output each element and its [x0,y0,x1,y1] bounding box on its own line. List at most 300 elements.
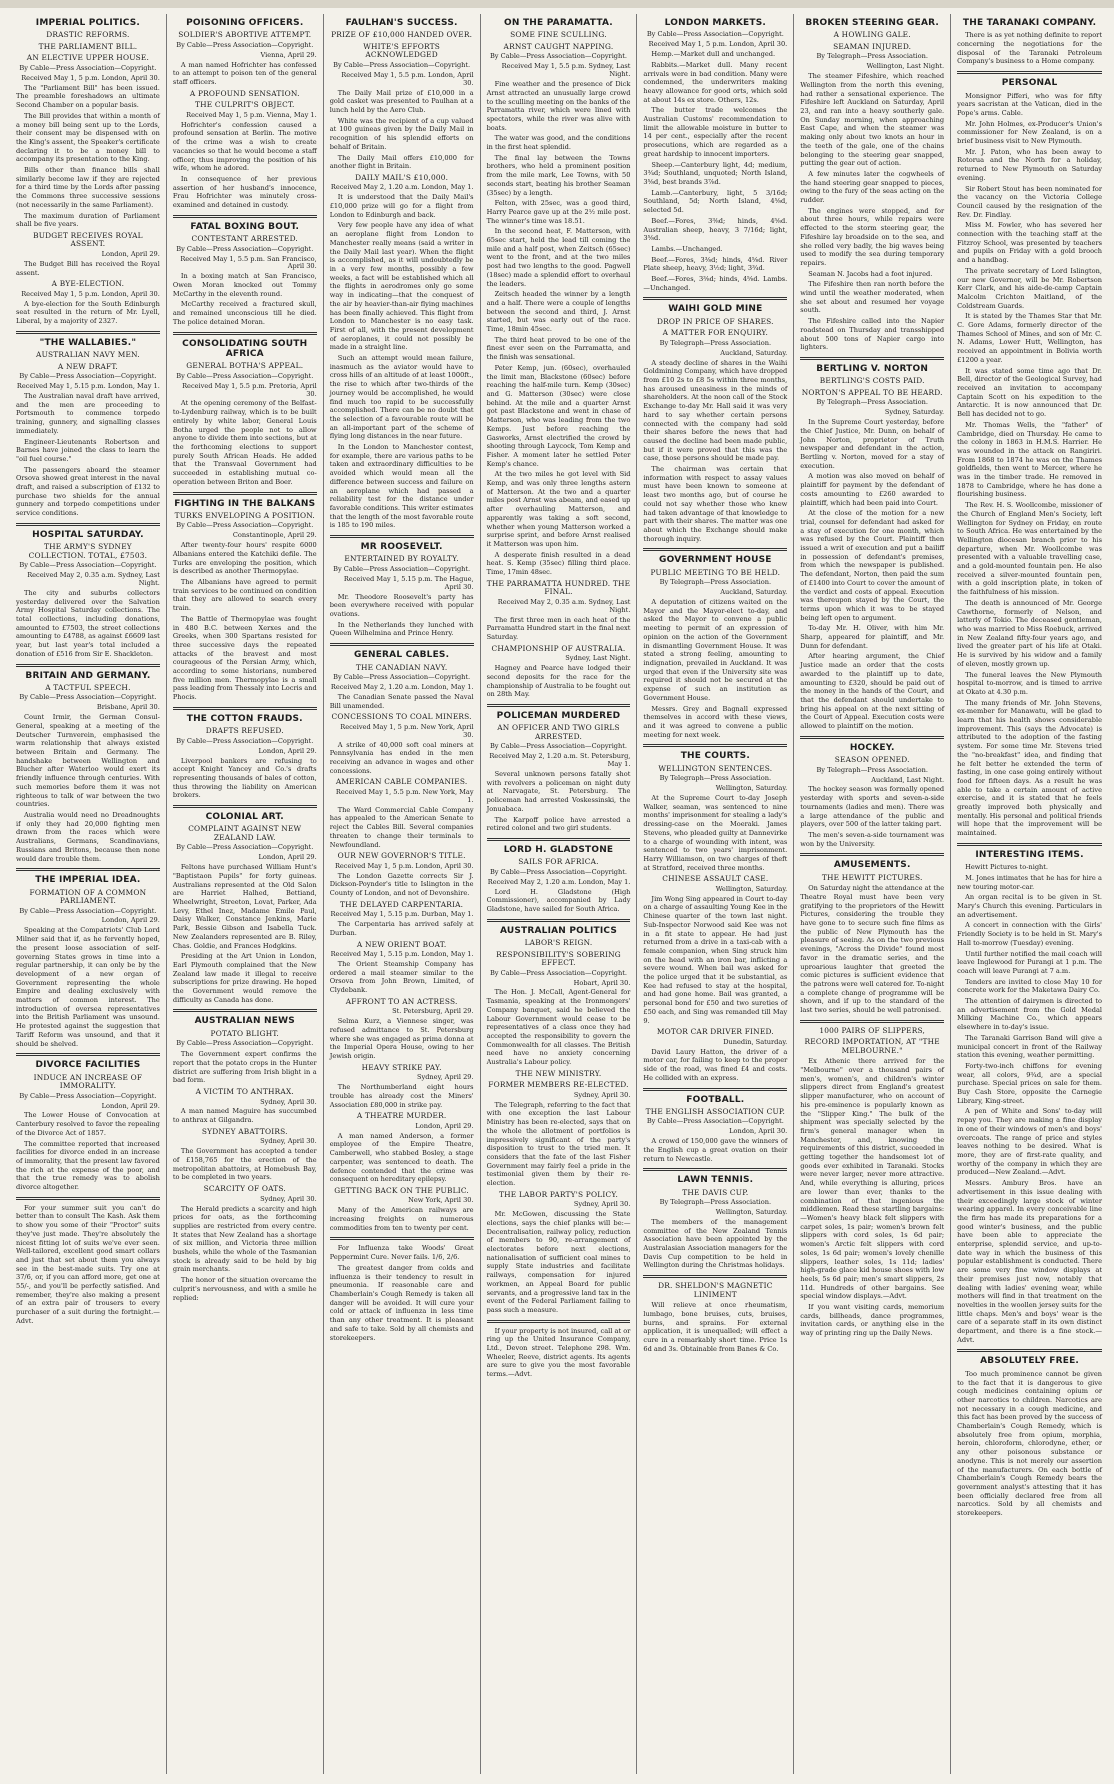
paragraph: Mr. J. Paton, who has been away to Rotorua and the North for a holiday, returned to New Plymouth on Saturday evening. [957,147,1102,182]
paragraph: Seaman N. Jacobs had a foot injured. [808,269,933,278]
article-divider [173,492,317,495]
headline: AMUSEMENTS. [833,860,911,871]
paragraph: A deputation of citizens waited on the Mayor and the Mayor-elect to-day, and asked the Mayor to convene a public meeting to permit of an expression of opinion on the action of the Government in dismantling Government House. It was stated a strong feeling, amounting to indignation, prevailed in Auckland. It was urged that even if the University site was required it should not be secured at the expense of such an institution as Government House. [643,598,788,702]
paragraph: The maximum duration of Parliament shall be five years. [16,211,160,229]
headline: FIGHTING IN THE BALKANS [174,498,316,509]
paragraph: Beef.—Fores, 3⅜d; hinds, 4⅝d. Lambs.—Unchanged. [643,275,788,292]
dateline: Wellington, Saturday. [715,884,788,893]
subheadline: RECORD IMPORTATION, AT "THE MELBOURNE." [804,1037,940,1055]
paragraph: The Karpoff police have arrested a retired colonel and two girl students. [486,815,631,833]
source-line: By Cable—Press Association—Copyright. [19,906,157,915]
paragraph: Many of the American railways are increasing freights on numerous commodities from ten to twenty per cent. [329,1206,474,1232]
dateline: Received May 1, 5.5 p.m. Sydney, Last Night. [501,62,631,79]
source-line: By Cable—Press Association—Copyright. [176,371,314,380]
subheadline: THE DAVIS CUP. [682,1187,749,1197]
article-divider [16,331,160,334]
dateline: Vienna, April 29. [260,50,317,59]
subheadline: SAILS FOR AFRICA. [518,857,599,867]
subheadline: SEASON OPENED. [834,755,910,765]
subheadline: 1000 PAIRS OF SLIPPERS, [819,1025,926,1035]
subheadline: THE PARRAMATTA HUNDRED. THE FINAL. [486,578,631,597]
dateline: New York, April 30. [408,1196,474,1205]
paragraph: Feltons have purchased William Hunt's "Baptistaon Pupils" for forty guineas. Australians represented at the Old Salon are Harriet Halhed, Bettiand, Wheelwright, Streeton, Lovat, Parker, Ada Levy, Ethel Inez, Madame Emile Paul, Daisy Walker, Constance Jenkins, Marie Park, Bessie Gibson and Isabella Tuck. New Zealanders represented are B. Riley, Chas. Goldie, and Frances Hodgkins. [172,863,317,950]
paragraph: The attention of dairymen is directed to an advertisement from the Gold Medal Milking Machine Co., which appears elsewhere in to-day's issue. [957,997,1102,1032]
article-divider [800,1020,944,1023]
dateline: Wellington, Saturday. [715,784,788,793]
subheadline: DAILY MAIL'S £10,000. [355,172,449,182]
dateline: Received May 2, 1.20 a.m. London, May 1. [330,682,474,691]
subheadline: THE ARMY'S SYDNEY COLLECTION. TOTAL, £7503. [28,542,148,560]
source-line: By Cable—Press Association—Copyright. [176,736,314,745]
subheadline: THE NEW MINISTRY. [515,1068,602,1078]
headline: THE IMPERIAL IDEA. [35,875,141,886]
subheadline: AN ELECTIVE UPPER HOUSE. [26,53,150,63]
article-divider [643,1088,787,1091]
headline: THE TARANAKI COMPANY. [962,18,1097,28]
paragraph: Forty-two-inch chiffons for evening wear, all colors, 9¾d, are a special purchase. Special prices on sale for them. Buy Cash Store, opposite the Carnegie Library, King-street. [957,1061,1102,1105]
subheadline: FORMER MEMBERS RE-ELECTED. [488,1080,629,1090]
paragraph: The final lay between the Towns brothers, who held a prominent position from the mile mark, Lee Towns, with 50 seconds start, beating his brother Seaman (35sec) by a length. [486,153,631,197]
dateline: Sydney, Saturday. [884,408,945,417]
column-6 [794,14,951,1774]
paragraph: The London Gazette corrects Sir J. Dickson-Poynder's title to Islington in the County of London, and not of Devonshire. [329,871,474,898]
paragraph: In a boxing match at San Francisco, Owen Moran knocked out Tommy McCarthy in the eleventh round. [172,272,317,298]
headline: GOVERNMENT HOUSE [659,555,772,566]
paragraph: Mr. Thomas Wells, the "father" of Cambridge, died on Thursday. He came to the colony in 1863 in H.M.S. Harrier. He was wounded in the attack on Rangiriri. From 1868 to 1874 he was on the Thames goldfields, then went to Mercer, where he was in the timber trade. He removed in 1878 to Cambridge, where he has done a flourishing business. [957,420,1102,499]
paragraph: The greatest danger from colds and influenza is their tendency to result in pneumonia. If reasonable care and Chamberlain's Cough Remedy is taken all danger will be avoided. It will cure your cold or attack of influenza in less time than any other treatment. It is pleasant and safe to take. Sold by all chemists and storekeepers. [329,1263,474,1342]
headline: WAIHI GOLD MINE [668,304,763,315]
paragraph: An organ recital is to be given in St. Mary's Church this evening. Particulars in an advertisement. [957,893,1102,919]
paragraph: It is stated by the Thames Star that Mr. C. Gore Adams, formerly director of the Thames School of Mines, and son of Mr. C. N. Adams, Lower Hutt, Wellington, has received an appointment in Bolivia worth £1200 a year. [957,312,1102,364]
source-line: By Cable—Press Association—Copyright. [176,843,314,852]
paragraph: Beef.—Fores, 3⅜d; hinds, 4⅝d. Australian sheep, heavy, 3 7/16d; light, 3⅝d. [643,216,788,243]
source-line: By Cable—Press Association—Copyright. [19,561,157,570]
dateline: Auckland, Saturday. [720,588,788,597]
dateline: Dunedin, Saturday. [723,1037,788,1046]
paragraph: Fine weather and the presence of Dick Arnst attracted an unusually large crowd to the sculling meeting on the banks of the Parramatta river, which were lined with spectators, while the river was alive with boats. [486,80,631,132]
subheadline: GENERAL BOTHA'S APPEAL. [186,361,304,371]
headline: PERSONAL [1001,78,1058,89]
column-5 [637,14,794,1774]
subheadline: DR. SHELDON'S MAGNETIC LINIMENT [658,1281,773,1299]
headline: LAWN TENNIS. [677,1175,754,1186]
headline: FAULHAN'S SUCCESS. [345,18,458,28]
subheadline: AN OFFICER AND TWO GIRLS ARRESTED. [497,723,620,741]
paragraph: The Canadian Senate passed the Naval Bill unamended. [329,692,474,710]
article-divider [957,843,1102,846]
subheadline: GETTING BACK ON THE PUBLIC. [334,1185,469,1195]
paragraph: Speaking at the Compatriots' Club Lord Milner said that if, as he fervently hoped, the present loose association of self-governing States grows in time into a regular partnership, it can only be by the development of a new organ of Government representing the whole Empire and dealing exclusively with matters of common interest. The introduction of oversea representatives into the British Parliament was unsound. He protested against the suggestion that Tariff Reform was unsound, and that it should be shelved. [16,926,160,1048]
subheadline: MOTOR CAR DRIVER FINED. [656,1027,774,1037]
dateline: London, April 29. [258,853,317,862]
paragraph: Messrs. Ambury Bros. have an advertisement in this issue dealing with their exceedingly large stock of winter wearing apparel. In every conceivable line the firm has made its preparations for a good winter's business, and the public have been able to appreciate the enterprise, splendid service, and up-to-date way in which the business of this popular establishment is conducted. There are some very fine window displays at their premises just now, notably that dealing with ladies' evening wear, while mothers will find in that treatment on the novelties in the woollen jersey suits for the little chaps. Men's and boys' wear is the care of a separate staff in its own distinct department, and there is a fine stock.—Advt. [957,1179,1102,1344]
paragraph: Lambs.—Unchanged. [651,244,723,253]
headline: HOSPITAL SATURDAY. [32,529,144,540]
paragraph: Hagney and Pearce have lodged their second deposits for the race for the championship of Australia to be fought out on 28th May. [486,664,631,699]
source-line: By Cable—Press Association—Copyright. [19,1091,157,1100]
subheadline: A NEW ORIENT BOAT. [356,939,447,949]
paragraph: Mr. McGowen, discussing the State elections, says the chief planks will be:—Decentralisation, railway policy, reduction of members to 90, re-arrangement of electorates before next elections, nationalisation of sufficient coal mines to supply State industries and facilitate railways, compensation for injured workmen, an Appeal Board for public servants, and a progressive land tax in the event of the Federal Parliament failing to pass such a measure. [486,1210,631,1314]
paragraph: The Fifeshire then ran north before the wind until the weather moderated, when she set about and resumed her voyage south. [800,280,945,315]
paragraph: Will relieve at once rheumatism, lumbago, bone bruises, cuts, bruises, burns, and sprains. For external application, it is unequalled; will effect a cure in a remarkably short time. Price 1s 6d and 3s. Obtainable from Banes & Co. [643,1301,788,1353]
dateline: Received May 2, 0.35 a.m. Sydney, Last Night. [27,571,160,588]
subheadline: THE ENGLISH ASSOCIATION CUP. [645,1106,786,1116]
paragraph: The "Parliament Bill" has been issued. The preamble foreshadows an ultimate Second Chamber on a popular basis. [16,83,160,110]
paragraph: The Ward Commercial Cable Company has appealed to the American Senate to reject the Cables Bill. Several companies threaten to change their terminals to Newfoundland. [329,805,474,849]
subheadline: BUDGET RECEIVES ROYAL ASSENT. [33,230,143,249]
article-divider [16,1197,160,1200]
dateline: Sydney, Last Night. [565,654,631,663]
dateline: Received May 2, 0.35 a.m. Sydney, Last Night. [497,597,631,614]
subheadline: THE PARLIAMENT BILL. [38,41,138,51]
subheadline: AMERICAN CABLE COMPANIES. [335,777,468,787]
dateline: Wellington, Last Night. [866,62,945,71]
paragraph: Count Irmir, the German Consul-General, speaking at a meeting of the Deutscher Turnverein, emphasised the warm relationship that always existed between Britain and Germany. The handshake between Wellington and Blucher after Waterloo would exert its friendly influence through centuries. With such memories before them it was not righteous to talk of war between the two countries. [16,713,160,809]
headline: AUSTRALIAN POLITICS [499,925,618,936]
paragraph: Presiding at the Art Union in London, Earl Plymouth complained that the New Zealand law made it illegal to receive subscriptions for prize drawing. He hoped the Government would remove the difficulty as Canada has done. [172,952,317,1004]
source-line: By Cable—Press Association—Copyright. [19,63,157,72]
dateline: Sydney, April 30. [260,1137,317,1146]
subheadline: A PROFOUND SENSATION. [189,88,300,98]
subheadline: ENTERTAINED BY ROYALTY. [344,554,459,564]
paragraph: A man named Maguire has succumbed to anthrax at Gilgandra. [172,1107,317,1125]
dateline: Auckland, Saturday. [720,348,788,357]
subheadline: A NEW DRAFT. [57,361,118,371]
paragraph: The Hon. J. McCall, Agent-General for Tasmania, speaking at the Ironmongers' Company banquet, said he believed the Labour Government would cease to be representatives of a class once they had accepted the responsibility to govern the Commonwealth for all classes. The British need have no anxiety concerning Australia's Labour policy. [486,988,631,1067]
subheadline: CHAMPIONSHIP OF AUSTRALIA. [491,643,626,653]
source-line: By Cable—Press Association—Copyright. [176,1039,314,1048]
dateline: Received May 1, 5.15 p.m. Durban, May 1. [330,910,474,919]
source-line: By Cable—Press Association—Copyright. [333,673,471,682]
source-line: By Cable—Press Association—Copyright. [489,867,628,876]
headline: BRITAIN AND GERMANY. [25,670,151,681]
paragraph: After twenty-four hours' respite 6000 Albanians entered the Katchiki defile. The Turks are enveloping the position, which is described as another Thermopylae. [172,541,317,576]
article-divider [487,838,631,841]
article-divider [173,805,317,808]
dateline: Brisbane, April 30. [96,703,160,712]
dateline: Received May 2, 1.20 a.m. London, May 1. [487,877,631,886]
paragraph: Beef.—Fores, 3⅜d; hinds, 4⅝d. River Plate sheep, heavy, 3½d; light, 3¾d. [643,255,788,273]
article-divider [487,704,631,707]
dateline: London, April 29. [101,249,160,258]
paragraph: To-day Mr. H. Oliver, with him Mr. Sharp, appeared for plaintiff, and Mr. Dunn for defendant. [800,624,945,650]
paragraph: Jim Wong Sing appeared in Court to-day on a charge of assaulting Young Kee in the Chinese quarter of the town last night. Sub-Inspector Norwood said Kee was not in a fit state to appear. He had just returned from a drive in a taxi-cab with a female companion, when Sing struck him on the head with an iron bar, inflicting a severe wound. When bail was asked for the police urged that it be substantial, as Kee had refused to stay at the hospital, and had gone home. Bail was granted, a personal bond for £50 and two sureties of £50 each, and Sing was remanded till May 9. [643,894,788,1025]
headline: LONDON MARKETS. [664,18,767,28]
article-divider [173,707,317,710]
dateline: London, April 29. [415,1121,474,1130]
paragraph: It was stated some time ago that Dr. Bell, director of the Geological Survey, had received an invitation to accompany Captain Scott on his expedition to the Antarctic. It is now announced that Dr. Bell has decided not to go. [957,366,1102,419]
paragraph: White was the recipient of a cup valued at 100 guineas given by the Daily Mail in recognition of his splendid efforts on behalf of Britain. [329,116,474,151]
article-divider [173,332,317,335]
subheadline: DROP IN PRICE OF SHARES. [656,316,774,326]
source-line: By Telegraph—Press Association. [659,774,772,783]
paragraph: Such an attempt would mean failure, inasmuch as the aviator would have to cross hills of an altitude of at least 1000ft., the rise to which after two-thirds of the journey would be accomplished, he would find much too rapid to be successfully accomplished. There can be no doubt that the selection of a favourable route will be an all-important part of the scheme of flying long distances in the near future. [329,354,474,441]
column-2 [167,14,324,1774]
paragraph: Peter Kemp, jun. (60sec), overhauled the limit man, Blackstone (60sec) before reaching the half-mile turn. Kemp (30sec) and G. Matterson (30sec) were close behind. At the mile and a quarter Arnst got past Blackstone and went in chase of Matterson, who was leading from the two Kemps. Just before reaching the Gasworks, Arnst electrified the crowd by shooting through Laycock, Tom Kemp and Fisher. A moment later he settled Peter Kemp's chance. [486,363,631,468]
article-divider [16,523,160,526]
headline: POISONING OFFICERS. [186,18,304,28]
dateline: Received May 1, 5.15 p.m. The Hague, April 30. [343,574,474,591]
source-line: By Telegraph—Press Association. [816,52,928,61]
dateline: Received May 1, 5 p.m. Vienna, May 1. [186,110,317,119]
article-divider [643,1168,787,1171]
headline: POLICEMAN MURDERED [496,710,621,721]
paragraph: A man named Hofrichter has confessed to an attempt to poison ten of the general staff officers. [172,60,317,87]
column-4 [481,14,638,1774]
paragraph: Very few people have any idea of what an aeroplane flight from London to Manchester really means (said a writer in the Daily Mail last year). When the flight is accomplished, as it will undoubtedly be in a very few months, possibly a few weeks, a fact will be established which all the flights in aerodromes only go some way in indicating—that the conquest of the air by heavier-than-air flying machines has been finally achieved. This flight from London to Manchester is no easy task. First of all, with the present development of aeroplanes, it could not possibly be made in a straight line. [329,221,474,352]
paragraph: The death is announced of Mr. George Cawthorne, formerly of Nelson, and latterly of Tokio. The deceased gentleman, who was married to Miss Roebuck, arrived in New Zealand fifty-four years ago, and lived the greater part of his life at Otaki. He is survived by his widow and a family of eleven, mostly grown up. [957,598,1102,668]
article-divider [957,71,1102,74]
article-divider [330,1237,474,1240]
source-line: By Cable—Press Association—Copyright. [333,60,471,69]
paragraph: The Lower House of Convocation at Canterbury resolved to favor the repealing of the Divorce Act of 1857. [16,1111,160,1137]
subheadline: WHITE'S EFFORTS ACKNOWLEDGED [363,41,441,60]
paragraph: Ex Athenic there arrived for the "Melbourne" over a thousand pairs of men's, women's, and children's winter slippers direct from England's greatest slipper manufacturer, who on account of his pre-eminence is popularly known as the "Slipper King." The bulk of the shipment was specially selected by the firm's general manager when in Manchester, and, knowing the requirements of this district, succeeded in getting together the handsomest lot of goods ever exhibited in Taranaki. Stocks were never larger, never more attractive. And, while everything is alluring, prices are lower than ever, thanks to the combination of that ingenious the middlemen. Read these startling bargains:—Women's heavy black felt slippers with carpet soles, 1s pair; women's brown felt slippers with cord soles, 1s 6d pair; women's Arctic felt slippers with cord soles, 1s 6d pair; women's lovely chenille slippers, leather soles, 1s 11d; ladies' high-grade glace kid house shoes with low heels, 5s 6d pair; men's smart slippers, 2s 11d. Hundreds of other bargains. See special window displays.—Advt. [800,1057,945,1301]
paragraph: The city and suburbs collectors yesterday delivered over the Salvation Army Hospital Saturday collections. The total collections, including donations, amounted to £7503, the street collections amounting to £4788, as against £6609 last year, but last year's total included a donation of £516 from Sir E. Shackleton. [16,588,160,658]
paragraph: Messrs. Grey and Bagnall expressed themselves in accord with these views, and it was agreed to convene a public meeting for next week. [643,704,788,739]
paragraph: Several unknown persons fatally shot with revolvers a policeman on night duty at Narvagate, St. Petersburg. The policeman had arrested Voskessinski, the Jonuabaca. [486,770,631,813]
headline: HOCKEY. [849,742,895,753]
paragraph: The Albanians have agreed to permit train services to be continued on condition that they are allowed to search every train. [172,577,317,613]
subheadline: A VICTIM TO ANTHRAX. [195,1087,294,1097]
paragraph: The butter trade welcomes the Australian Customs' recommendation to limit the allowable moisture in butter to 14 per cent., especially after the recent prosecutions, which are regarded as a great hardship to innocent importers. [643,106,788,158]
subheadline: WELLINGTON SENTENCES. [658,763,773,773]
column-3 [324,14,481,1774]
paragraph: For Influenza take Woods' Great Peppermint Cure. Never fails. 1/6, 2/6. [329,1244,474,1262]
paragraph: The many friends of Mr. John Stevens, ex-member for Manawatu, will be glad to learn that his health shows considerable improvement. This (says the Advocate) is attributed to the adoption of the fasting system. For some time Mr. Stevens tried the "no-breakfast" idea, and finding that he felt better he extended the term of fasting, in one case going entirely without food for fifteen days. As a result he was able to take a certain amount of active exercise, and it is stated that he feels greatly improved both physically and mentally. His personal and political friends will hope that the improvement will be maintained. [957,698,1102,838]
paragraph: A steady decline of shares in the Waihi Goldmining Company, which have dropped from £10 2s to £8 5s within three months, has aroused uneasiness in the minds of shareholders. At the noon call of the Stock Exchange to-day Mr. Hall said it was very hard to say whether certain persons connected with the company had sold their shares before the news that had caused the decline had been made public, but if it were proved that this was the case, those persons should be made pay. [643,358,788,463]
paragraph: The private secretary of Lord Islington, our new Governor, will be Mr. Robertson Kerr Clark, and his aide-de-camp Captain Malcolm Crichton Maitland, of the Coldstream Guards. [957,266,1102,310]
source-line: By Cable—Press Association—Copyright. [19,372,157,381]
paragraph: A crowd of 150,000 gave the winners of the English cup a great ovation on their return to Newcastle. [643,1137,788,1163]
dateline: St. Petersburg, April 29. [392,1007,474,1016]
paragraph: A man named Anderson, a former employee of the Empire Theatre, Camberwell, who stabbed Bosley, a stage carpenter, was sentenced to death. The defence contended that the crime was consequent on hereditary epilepsy. [329,1131,474,1184]
dateline: Received May 1, 5.15 p.m. London, May 1. [330,950,474,959]
paragraph: Hofrichter's confession caused a profound sensation at Berlin. The motive of the crime was a wish to create vacancies so that he would become a staff officer, thus improving the position of his wife, whom he adored. [172,120,317,173]
dateline: Received May 1, 5.15 p.m. London, May 1. [16,382,160,391]
paragraph: Too much prominence cannot be given to the fact that it is dangerous to give cough medicines containing opium or other narcotics to children. Narcotics are not necessary in a cough medicine, and this fact has been proved by the success of Chamberlain's Cough Remedy, which is absolutely free from opium, morphia, heroin, chloroform, chlorodyne, ether, or any other poisonous substance or anodyne. This is not merely our assertion of the manufacturers. On each bottle of Chamberlain's Cough Remedy bears the government analyst's attesting that it has been officially declared free from all narcotics. Sold by all chemists and storekeepers. [957,1369,1102,1518]
paragraph: The Telegraph, referring to the fact that with one exception the last Labour Ministry has been re-elected, says that on the whole the allotment of portfolios is impressively significant of the party's disposition to trust to the tried men. It considers that the fate of the last Fisher Government may fairly feel a pride in the testimonial given them by their re-election. [486,1100,631,1188]
dateline: Constantinople, April 29. [232,531,317,540]
paragraph: A strike of 40,000 soft coal miners at Pennsylvania has ended in the men receiving an advance in wages and other concessions. [329,740,474,775]
paragraph: Lamb.—Canterbury, light, 5 3/16d; Southland, 5d; North Island, 4⅝d, selected 5d. [643,188,788,215]
paragraph: David Laury Hatton, the driver of a motor car, for failing to keep to the proper side of the road, was fined £4 and costs. He collided with an express. [643,1047,788,1082]
paragraph: Lord H. Gladstone (High Commissioner), accompanied by Lady Gladstone, have sailed for South Africa. [486,887,631,914]
dateline: Received May 1, 5.5 p.m. New York, May 1. [335,787,474,804]
article-divider [643,297,787,300]
paragraph: The Bill provides that within a month of a money bill being sent up to the Lords, their consent may be dispensed with on the King's assent, the Speaker's certificate declaring it to be a money bill to accompany its presentation to the King. [16,111,160,164]
paragraph: Rabbits.—Market dull. Many recent arrivals were in bad condition. Many were condemned, the underwriters making heavy allowance for good orts, which sold at about 14s ex store. Others, 12s. [643,60,788,104]
subheadline: POTATO BLIGHT. [210,1028,279,1038]
paragraph: A few minutes later the cogwheels of the hand steering gear snapped to pieces, owing to the fury of the seas acting on the rudder. [800,169,945,205]
source-line: By Cable—Press Association—Copyright. [333,564,471,573]
paragraph: McCarthy received a fractured skull, and remained unconscious till he died. The police detained Moran. [172,300,317,326]
headline: INTERESTING ITEMS. [975,849,1084,860]
dateline: Hobart, April 30. [573,978,631,987]
paragraph: The Rev. H. S. Woollcombe, missioner of the Church of England Men's Society, left Wellington for Sydney on Friday, en route to South Africa. He was entertained by the Wellington diocesan branch prior to his departure, when Mr. Woollcombe was presented with a valuable travelling case, and a gold-mounted fountain pen. He also received a silver-mounted fountain pen, with a gold inscription plate, in token of the faithfulness of his mission. [957,501,1102,597]
subheadline: A HOWLING GALE. [833,30,911,40]
source-line: By Cable—Press Association—Copyright. [176,521,314,530]
subheadline: PRIZE OF £10,000 HANDED OVER. [331,30,473,40]
paragraph: A concert in connection with the Girls' Friendly Society is to be held in St. Mary's Hall to-morrow (Tuesday) evening. [957,921,1102,947]
paragraph: The Orient Steamship Company has ordered a mail steamer similar to the Orsova from John Brown, Limited, of Clydebank. [329,960,474,995]
dateline: Auckland, Last Night. [871,775,945,784]
article-divider [800,357,944,360]
paragraph: Hemp.—Market dull and unchanged. [651,50,776,59]
dateline: Received May 1, 5 p.m. London, April 30. [334,861,474,870]
source-line: By Cable—Press Association—Copyright. [489,52,628,61]
paragraph: Engineer-Lieutenants Robertson and Barnes have joined the class to learn the "oil fuel course." [16,437,160,463]
paragraph: The Government has accepted a tender of £158,765 for the erection of the metropolitan abattoirs, at Homebush Bay, to be completed in two years. [172,1147,317,1182]
subheadline: A THEATRE MURDER. [356,1111,447,1121]
subheadline: THE CULPRIT'S OBJECT. [194,100,295,110]
headline: THE COTTON FRAUDS. [186,713,303,724]
paragraph: The passengers aboard the steamer Orsova showed great interest in the naval draft, and raised a subscription of £132 to purchase two shields for the annual gunnery and torpedo competitions under service conditions. [16,465,160,518]
dateline: Received May 1, 5.5 p.m. London, April 30. [341,70,474,87]
paragraph: The third heat proved to be one of the finest ever seen on the Parramatta, and the finish was sensational. [486,335,631,362]
dateline: London, April 29. [101,1101,160,1110]
paragraph: At the two miles he got level with Sid Kemp, and was only three lengths astern of Matterson. At the two and a quarter miles post Arnst was abeam, and eased up after overhauling Matterson, and apparently was taking a soft second, whether when young Matterson worked a surprise sprint, and before Arnst realised it Matterson was upon him. [486,470,631,548]
subheadline: LABOR'S REIGN. [524,938,593,948]
dateline: Received May 1, 5.5 p.m. Pretoria, April 30. [182,381,317,398]
paragraph: If you want visiting cards, memorium cards, billheads, dance programmes, invitation cards, or anything else in the way of printing ring up the Daily News. [800,1303,945,1338]
paragraph: A motion was also moved on behalf of plaintiff for payment by the defendant of costs amounting to £260 awarded to plaintiff, which had been paid into Court. [800,472,945,507]
paragraph: A bye-election for the South Edinburgh seat resulted in the return of Mr. Lyell, Liberal, by a majority of 2327. [16,299,160,326]
subheadline: FORMATION OF A COMMON PARLIAMENT. [29,887,147,906]
subheadline: INDUCE AN INCREASE OF IMMORALITY. [33,1072,143,1091]
headline: IMPERIAL POLITICS. [35,18,141,28]
subheadline: SOLDIER'S ABORTIVE ATTEMPT. [178,30,312,40]
headline: FATAL BOXING BOUT. [190,221,300,232]
article-divider [173,215,317,218]
subheadline: THE HEWITT PICTURES. [821,872,923,882]
paragraph: In the London to Manchester contest, for example, there are various paths to be taken and extraordinary difficulties to be avoided which would mean all the difference between success and failure on an aeroplane which had passed a reliability test for the distance under favorable conditions. This writer estimates that the length of the most favorable route is 185 to 190 miles. [329,443,474,530]
subheadline: SEAMAN INJURED. [833,41,912,51]
subheadline: OUR NEW GOVERNOR'S TITLE. [337,851,466,861]
source-line: By Cable—Press Association—Copyright. [176,244,314,253]
dateline: Sydney, April 30. [573,1090,631,1099]
subheadline: THE CANADIAN NAVY. [355,662,448,672]
subheadline: SCARCITY OF OATS. [203,1184,286,1194]
dateline: Received May 1, 5 p.m. London, April 30. [21,73,160,82]
paragraph: Mr. Theodore Roosevelt's party has been everywhere received with popular ovations. [329,592,474,619]
paragraph: The Daily Mail offers £10,000 for another flight in Britain. [329,153,474,171]
paragraph: On Saturday night the attendance at the Theatre Royal must have been very gratifying to the proprietors of the Hewitt Pictures, considering the trouble they have gone to to secure such fine films as the public of New Plymouth has the pleasure of seeing. As on the two previous evenings, "Across the Divide" found most favor in the dramatic series, and the uproarious laughter that greeted the comic pictures is sufficient evidence that the patrons were well catered for. To-night a complete change of programme will be shown, and if up to the standard of the last two series, should be well patronised. [800,884,945,1015]
subheadline: RESPONSIBILITY'S SOBERING EFFECT. [496,949,621,968]
subheadline: AUSTRALIAN NAVY MEN. [36,350,140,360]
source-line: By Cable—Press Association—Copyright. [19,693,157,702]
paragraph: In the second heat, F. Matterson, with 65sec start, held the lead till coming the mile and a half post, when Zeitsch (65sec) went to the front, and at the two miles post had two lengths to the good. Pagwell (18sec) made a splendid effort to overhaul the leaders. [486,227,631,288]
article-divider [643,744,787,747]
article-divider [16,664,160,667]
article-divider [330,643,474,646]
paragraph: It is understood that the Daily Mail's £10,000 prize will go for a flight from London to Edinburgh and back. [329,193,474,219]
paragraph: The Government expert confirms the report that the potato crops in the Hunter district are suffering from Irish blight in a bad form. [172,1050,317,1085]
subheadline: AFFRONT TO AN ACTRESS. [345,996,458,1006]
subheadline: PUBLIC MEETING TO BE HELD. [650,567,781,577]
headline: ABSOLUTELY FREE. [980,1356,1080,1367]
subheadline: NORTON'S APPEAL TO BE HEARD. [801,387,943,397]
headline: FOOTBALL. [686,1094,745,1105]
dateline: Received May 2, 1.20 a.m. London, May 1. [330,183,474,192]
source-line: By Cable—Press Association—Copyright. [176,40,314,49]
dateline: Received May 1, 5 p.m. New York, April 30. [340,722,474,739]
source-line: By Telegraph—Press Association. [659,1198,772,1207]
subheadline: CONTESTANT ARRESTED. [191,234,298,244]
subheadline: CHINESE ASSAULT CASE. [662,874,769,884]
article-divider [16,1053,160,1056]
column-1 [10,14,167,1774]
source-line: By Cable—Press Association—Copyright. [489,968,628,977]
paragraph: The Australian naval draft have arrived, and the men are proceeding to Portsmouth to commence torpedo training, gunnery, and signalling classes immediately. [16,392,160,435]
subheadline: ARNST CAUGHT NAPPING. [503,41,614,51]
paragraph: At the Supreme Court to-day Joseph Walker, seaman, was sentenced to nine months' imprisonment for stealing a lady's dressing-case on the Moeraki. James Stevens, who pleaded guilty at Dannevirke to a charge of wounding with intent, was sentenced to two years' imprisonment. Harry Williamson, on two charges of theft at Stratford, received three months. [643,793,788,872]
subheadline: TURKS ENVELOPING A POSITION. [174,510,315,520]
dateline: Received May 2, 1.20 a.m. St. Petersburg, May 1. [489,752,631,769]
dateline: Received May 1, 5.5 p.m. San Francisco, April 30. [180,254,317,271]
subheadline: CONCESSIONS TO COAL MINERS. [331,712,472,722]
headline: DIVORCE FACILITIES [35,1060,141,1071]
dateline: Received May 1, 5 p.m. London, April 30. [648,40,788,49]
article-divider [643,548,787,551]
paragraph: A pen of White and Sons' to-day will repay you. They are making a fine display in one of their windows of men's and boys' overcoats. The range of price and styles leaves nothing to be desired. What is more, they are of first-rate quality, and worthy of the company in which they are produced—New Zealand.—Advt. [957,1107,1102,1177]
paragraph: Zeitsch headed the winner by a length and a half. There were a couple of lengths between the second and third, J. Arnst started, but was early out of the race. Time, 18min 45sec. [486,290,631,334]
paragraph: Mr. John Holmes, ex-Producer's Union's commissioner for New Zealand, is on a brief business visit to New Plymouth. [957,119,1102,146]
article-divider [16,868,160,871]
headline: ON THE PARAMATTA. [504,18,613,28]
paragraph: The first three men in each heat of the Parramatta Hundred start in the final next Saturday. [486,615,631,642]
paragraph: Monsignor Pifferi, who was for fifty years sacristan at the Vatican, died in the Pope's arms. Cable. [957,91,1102,117]
article-divider [487,1320,631,1323]
paragraph: For your summer suit you can't do better than to consult The Kash. Ask them to show you some of their "Proctor" suits they've just made. They're absolutely the nicest fitting lot of suits we've ever seen. Well-tailored, excellent good smart collars and just that set about them you always see in the best-made suits. Try one at 37/6, or, if you can afford more, get one at 55/-, and you'll be perfectly satisfied. And remember, they're also making a present of an extra pair of trousers to every purchaser of a suit during the fortnight.—Advt. [16,1203,160,1325]
paragraph: The men's seven-a-side tournament was won by the University. [800,830,945,848]
subheadline: A MATTER FOR ENQUIRY. [662,328,769,338]
paragraph: The chairman was certain that information with respect to assay values must have been known to someone at least two months ago, but of course he could not say whether those who knew had taken advantage of that knowledge to part with their shares. The matter was one about which the Exchange should make thorough inquiry. [643,465,788,543]
paragraph: The members of the management committee of the New Zealand Tennis Association have been appointed by the Australasian Association managers for the Davis Cup competition to be held in Wellington during the Christmas holidays. [643,1217,788,1270]
paragraph: The steamer Fifeshire, which reached Wellington from the north this evening, had rather a sensational experience. The Fifeshire left Auckland on Saturday, April 23, and ran into a heavy southerly gale. On Sunday morning, when approaching East Cape, and when the steamer was making only about two knots an hour in the teeth of the gale, one of the chains belonging to the steering gear snapped, putting the gear out of action. [800,72,945,168]
paragraph: Until further notified the mail coach will leave Inglewood for Purangi at 1 p.m. The coach will leave Purangi at 7 a.m. [957,949,1102,975]
paragraph: If your property is not insured, call at or ring up the United Insurance Company, Ltd., Devon street. Telephone 298. Wm. Wheeler, Reeve, district agents. Its agents are sure to give you the most favorable terms.—Advt. [486,1326,631,1379]
paragraph: Bills other than finance bills shall similarly become law if they are rejected for a third time by the Lords after passing the Commons three successive sessions (not necessarily in the same Parliament). [16,166,160,209]
article-divider [800,736,944,739]
paragraph: Liverpool bankers are refusing to accept Knight Yancey and Co.'s drafts representing thousands of bales of cotton, thus throwing the liability on American brokers. [172,756,317,800]
headline: COLONIAL ART. [205,812,284,823]
paragraph: The hockey season was formally opened yesterday with sports and seven-a-side tournaments (ladies and men). There was a large attendance of the public and players, over 500 of the latter taking part. [800,785,945,829]
source-line: By Cable—Press Association—Copyright. [646,1117,784,1126]
paragraph: At the close of the motion for a new trial, counsel for defendant had asked for a stay of execution for one month, which was refused by the Court. Plaintiff then issued a writ of execution and put a bailiff in possession of defendant's premises, from which the newspaper is published. The defendant, Norton, then paid the sum of £1400 into Court to cover the amount of the verdict and costs of appeal. Execution was thereupon stayed by the Court, the terms upon which it was to be stayed being left open to argument. [800,509,945,622]
subheadline: SYDNEY ABATTOIRS. [201,1126,288,1136]
subheadline: SOME FINE SCULLING. [510,30,607,40]
article-divider [330,535,474,538]
paragraph: The Battle of Thermopylae was fought in 480 B.C. between Xerxes and the Greeks, when 300 Spartans resisted for three successive days the repeated attacks of the bravest and most courageous of the Persian Army, which, according to some historians, numbered five million men. Thermopylae is a small pass leading from Thessaly into Locris and Phocis. [172,614,317,702]
paragraph: The Northumberland eight hours trouble has already cost the Miners' Association £80,000 in strike pay. [329,1083,474,1109]
paragraph: Miss M. Fowler, who has severed her connection with the teaching staff at the Fitzroy School, was presented by teachers and pupils on Friday with a gold brooch and a handbag. [957,221,1102,265]
headline: CONSOLIDATING SOUTH AFRICA [182,338,308,359]
dateline: Sydney, April 29. [416,1073,474,1082]
subheadline: COMPLAINT AGAINST NEW ZEALAND LAW. [188,824,302,842]
paragraph: The engines were stopped, and for about three hours, while repairs were effected to the storm steering gear, the Fifeshire lay broadside on to the sea, and she rolled very badly, the big waves being used to modify the sea during temporary repairs. [800,206,945,267]
source-line: By Telegraph—Press Association. [816,765,928,774]
paragraph: In the Netherlands they lunched with Queen Wilhelmina and Prince Henry. [329,620,474,638]
paragraph: The honor of the situation overcame the culprit's nervousness, and with a smile he replied: [172,1276,317,1302]
dateline: Sydney, April 30. [260,1194,317,1203]
dateline: Wellington, Saturday. [715,1208,788,1217]
source-line: By Telegraph—Press Association. [816,398,928,407]
column-7 [951,14,1108,1774]
subheadline: A TACTFUL SPEECH. [45,682,131,692]
paragraph: The Fifeshire called into the Napier roadstead on Thursday and transshipped about 500 tons of Napier cargo into lighters. [800,317,945,352]
dateline: London, April 29. [258,746,317,755]
